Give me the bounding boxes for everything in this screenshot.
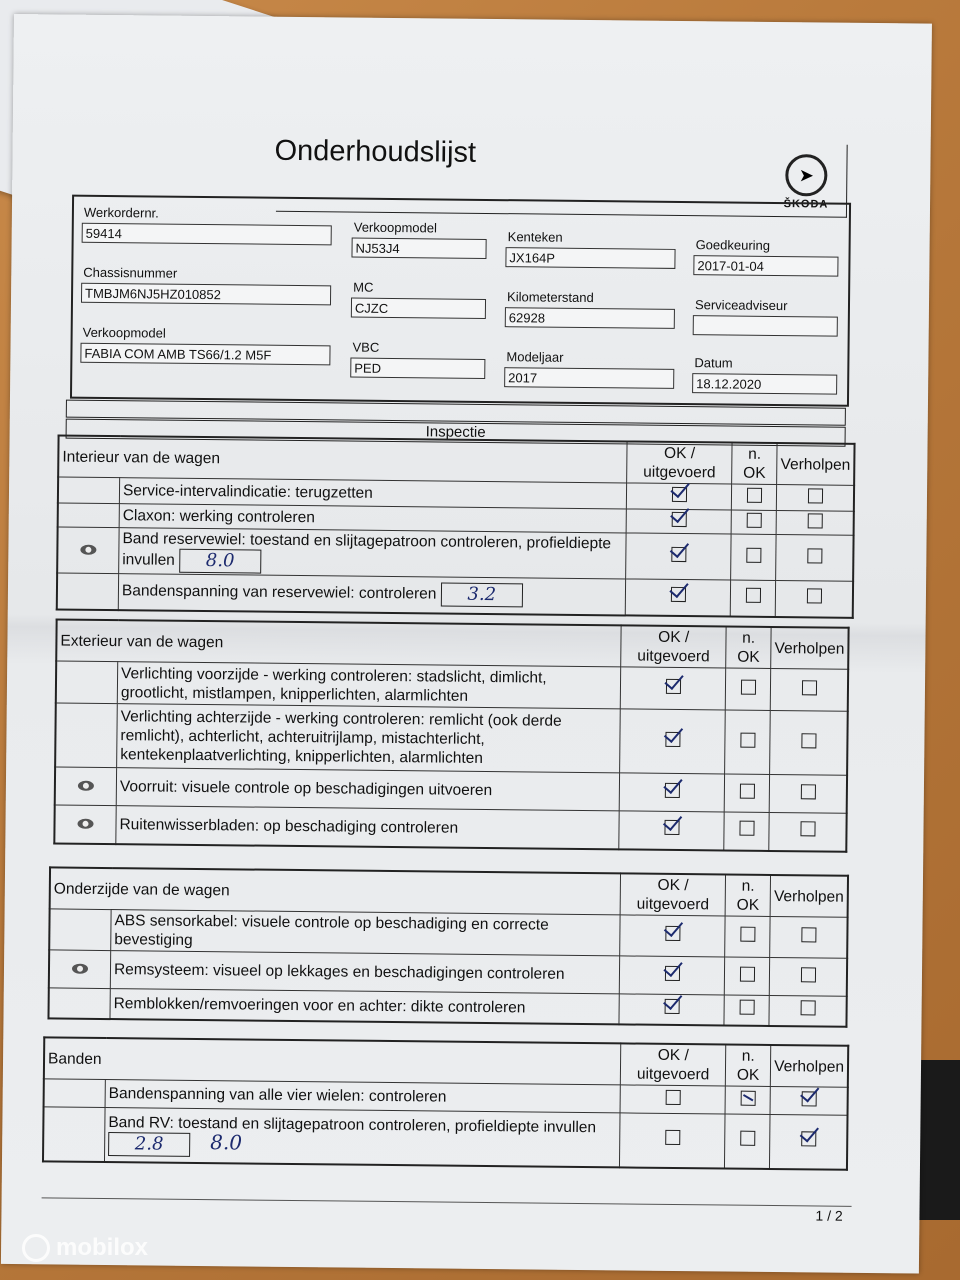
goedkeuring-field: 2017-01-04 [693, 255, 838, 277]
row-text: Band RV: toestand en slijtagepatroon controleren, profieldiepte invullen [108, 1113, 597, 1136]
section-table [42, 1036, 849, 1170]
modeljaar-field: 2017 [504, 367, 674, 389]
row-description [104, 1108, 620, 1167]
page-title: Onderhoudslijst [274, 134, 477, 169]
row-text: Claxon: werking controleren [122, 507, 315, 527]
fix-checkbox[interactable] [800, 784, 815, 799]
section-title: Banden [44, 1037, 621, 1085]
kilometerstand-field: 62928 [505, 307, 675, 329]
handwritten-extra: 8.0 [210, 1129, 243, 1155]
row-description [110, 989, 619, 1024]
ok-checkbox[interactable] [671, 511, 686, 526]
nok-checkbox[interactable] [746, 547, 761, 562]
kilometerstand-label: Kilometerstand [506, 289, 594, 306]
ok-checkbox[interactable] [664, 999, 679, 1014]
mobilox-logo-icon [22, 1234, 50, 1262]
table-row [57, 573, 853, 617]
section-table [53, 618, 849, 852]
col-ok-header: OK / uitgevoerd [621, 625, 726, 668]
watermark-text: mobilox [56, 1234, 149, 1261]
handwritten-value[interactable]: 3.2 [441, 583, 523, 608]
verkoopmodel-code-label: Verkoopmodel [353, 219, 437, 236]
section-title: Interieur van de wagen [58, 435, 627, 482]
row-text: Service-intervalindicatie: terugzetten [122, 482, 373, 502]
nok-checkbox[interactable] [740, 783, 755, 798]
mc-field: CJZC [351, 298, 486, 319]
col-ok-header: OK / uitgevoerd [627, 441, 732, 484]
col-fix-header: Verholpen [777, 443, 855, 485]
row-text: Bandenspanning van reservewiel: controleren [121, 582, 437, 603]
werkordernr-field: 59414 [82, 223, 332, 246]
fix-checkbox[interactable] [801, 1091, 816, 1106]
ok-checkbox[interactable] [671, 587, 686, 602]
kenteken-label: Kenteken [507, 229, 563, 245]
page-number: 1 / 2 [815, 1207, 843, 1224]
nok-checkbox[interactable] [747, 487, 762, 502]
fix-checkbox[interactable] [807, 548, 822, 563]
ok-checkbox[interactable] [666, 678, 681, 693]
row-text: Bandenspanning van alle vier wielen: controleren [108, 1085, 447, 1106]
row-text: Ruitenwisserbladen: op beschadiging controleren [119, 815, 459, 837]
nok-checkbox[interactable] [740, 1131, 755, 1146]
ok-checkbox[interactable] [665, 1089, 680, 1104]
ok-checkbox[interactable] [665, 1130, 680, 1145]
row-text: ABS sensorkabel: visuele controle op beschadiging en correcte bevestiging [114, 912, 549, 949]
ok-checkbox[interactable] [665, 731, 680, 746]
row-description [117, 662, 621, 709]
vbc-label: VBC [352, 339, 380, 355]
row-description [118, 574, 626, 615]
col-nok-header: n. OK [726, 1045, 771, 1087]
nok-checkbox[interactable] [740, 732, 755, 747]
row-text: Remsysteem: visueel op lekkages en beschadigingen controleren [113, 961, 565, 983]
row-text: Verlichting voorzijde - werking controleren: stadslicht, dimlicht, grootlicht, mistlampen, knipperlichten, alarmlichten [120, 664, 547, 705]
fix-checkbox[interactable] [802, 680, 817, 695]
fix-checkbox[interactable] [800, 1001, 815, 1016]
nok-checkbox[interactable] [740, 966, 755, 981]
kenteken-field: JX164P [505, 247, 675, 269]
row-description [110, 951, 620, 994]
fix-checkbox[interactable] [800, 822, 815, 837]
eye-icon [78, 781, 94, 791]
maintenance-sheet [1, 14, 932, 1274]
skoda-arrow-icon: ➤ [785, 154, 827, 196]
verkoopmodel-field: FABIA COM AMB TS66/1.2 M5F [80, 343, 330, 366]
col-ok-header: OK / uitgevoerd [620, 873, 725, 916]
table-row [55, 703, 848, 775]
fix-checkbox[interactable] [801, 733, 816, 748]
fix-checkbox[interactable] [801, 927, 816, 942]
row-text: Verlichting achterzijde - werking controleren: remlicht (ook derde remlicht), achterlicht, achteruitrijlamp, mistachterlicht, kentekenplaatverlichting, knipperlichten, alarmlichten [120, 708, 562, 767]
serviceadviseur-label: Serviceadviseur [694, 297, 788, 314]
nok-checkbox[interactable] [740, 927, 755, 942]
section-title: Onderzijde van de wagen [50, 867, 621, 914]
datum-label: Datum [694, 355, 733, 371]
ok-checkbox[interactable] [664, 820, 679, 835]
chassisnummer-label: Chassisnummer [83, 264, 178, 281]
row-text: Band reservewiel: toestand en slijtagepatroon controleren, profieldiepte invullen [122, 530, 612, 569]
ok-checkbox[interactable] [665, 965, 680, 980]
ok-checkbox[interactable] [671, 546, 686, 561]
section-table [47, 866, 849, 1027]
row-description [116, 806, 620, 849]
watermark [22, 1234, 148, 1262]
row-text: Remblokken/remvoeringen voor en achter: dikte controleren [113, 994, 526, 1017]
col-fix-header: Verholpen [770, 875, 848, 917]
fix-checkbox[interactable] [801, 1132, 816, 1147]
nok-checkbox[interactable] [739, 821, 754, 836]
nok-checkbox[interactable] [746, 588, 761, 603]
eye-icon [72, 964, 88, 974]
row-description [117, 704, 621, 773]
verkoopmodel-label: Verkoopmodel [82, 324, 166, 341]
handwritten-value[interactable]: 2.8 [108, 1132, 190, 1157]
datum-field: 18.12.2020 [692, 373, 837, 395]
inspectie-header: Inspectie [66, 419, 846, 447]
eye-icon [77, 818, 93, 828]
col-nok-header: n. OK [725, 875, 770, 917]
chassisnummer-field: TMBJM6NJ5HZ010852 [81, 283, 331, 306]
eye-icon [80, 545, 96, 555]
mc-label: MC [353, 279, 374, 295]
col-ok-header: OK / uitgevoerd [621, 1043, 726, 1086]
nok-checkbox[interactable] [746, 512, 761, 527]
row-description [119, 528, 627, 579]
section-title: Exterieur van de wagen [56, 619, 621, 666]
fix-checkbox[interactable] [808, 488, 823, 503]
serviceadviseur-field [693, 315, 838, 337]
footer-divider [42, 1197, 852, 1206]
fix-checkbox[interactable] [801, 967, 816, 982]
brand-name: ŠKODA [783, 198, 829, 211]
fix-checkbox[interactable] [806, 589, 821, 604]
row-description [116, 768, 620, 811]
nok-checkbox[interactable] [739, 1000, 754, 1015]
modeljaar-label: Modeljaar [506, 349, 564, 365]
verkoopmodel-code-field: NJ53J4 [351, 238, 486, 259]
section-table [56, 434, 856, 618]
ok-checkbox[interactable] [672, 486, 687, 501]
col-nok-header: n. OK [726, 626, 771, 668]
col-fix-header: Verholpen [770, 1045, 848, 1087]
col-nok-header: n. OK [732, 443, 777, 485]
ok-checkbox[interactable] [665, 926, 680, 941]
nok-checkbox[interactable] [740, 1090, 755, 1105]
vehicle-info-box [70, 195, 851, 407]
ok-checkbox[interactable] [665, 782, 680, 797]
row-description [111, 910, 621, 956]
goedkeuring-label: Goedkeuring [695, 237, 771, 253]
row-text: Voorruit: visuele controle op beschadigingen uitvoeren [119, 778, 493, 800]
handwritten-value[interactable]: 8.0 [179, 549, 261, 574]
nok-checkbox[interactable] [741, 679, 756, 694]
col-fix-header: Verholpen [771, 627, 849, 669]
fix-checkbox[interactable] [807, 513, 822, 528]
vbc-field: PED [350, 358, 485, 379]
werkordernr-label: Werkordernr. [83, 204, 159, 221]
table-row [54, 805, 846, 851]
table-row [57, 527, 853, 581]
table-row [43, 1107, 848, 1169]
